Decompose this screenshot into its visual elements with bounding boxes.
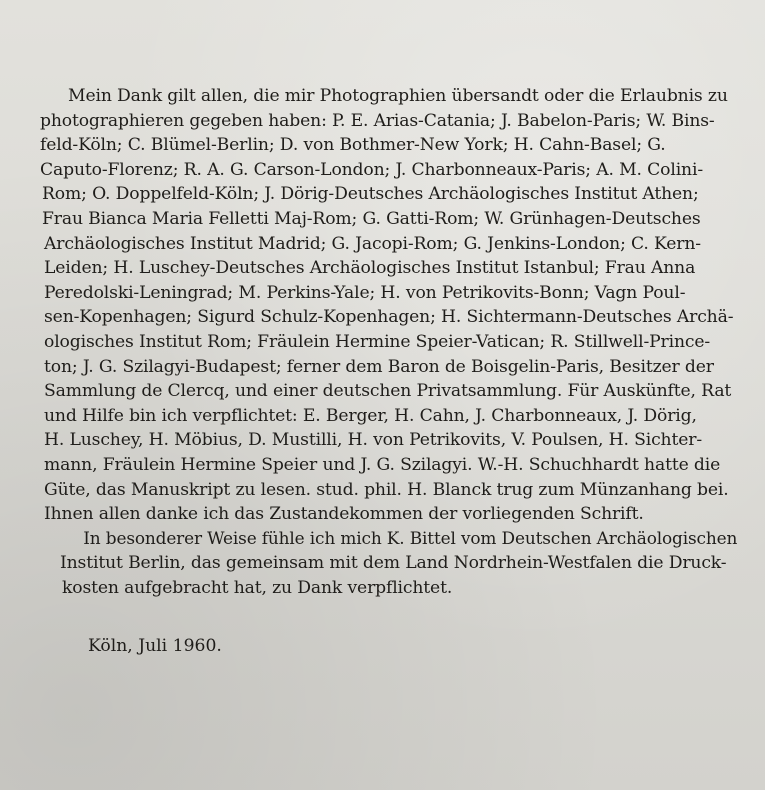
- text-line: Güte, das Manuskript zu lesen. stud. phil. H. Blanck trug zum Münzanhang bei.: [44, 479, 729, 500]
- text-line: Rom; O. Doppelfeld-Köln; J. Dörig-Deutsches Archäologisches Institut Athen;: [42, 184, 699, 205]
- text-line: kosten aufgebracht hat, zu Dank verpflichtet.: [62, 577, 453, 598]
- text-line: mann, Fräulein Hermine Speier und J. G. Szilagyi. W.-H. Schuchhardt hatte die: [44, 454, 721, 475]
- text-line: sen-Kopenhagen; Sigurd Schulz-Kopenhagen; H. Sichtermann-Deutsches Archä-: [44, 307, 734, 328]
- closing-date-line: Köln, Juli 1960.: [88, 636, 222, 656]
- text-line: Archäologisches Institut Madrid; G. Jacopi-Rom; G. Jenkins-London; C. Kern-: [44, 233, 701, 254]
- text-line: feld-Köln; C. Blümel-Berlin; D. von Bothmer-New York; H. Cahn-Basel; G.: [40, 135, 666, 156]
- text-line: H. Luschey, H. Möbius, D. Mustilli, H. von Petrikovits, V. Poulsen, H. Sichter-: [44, 430, 702, 451]
- text-line: photographieren gegeben haben: P. E. Arias-Catania; J. Babelon-Paris; W. Bins-: [40, 110, 715, 131]
- text-line: Ihnen allen danke ich das Zustandekommen der vorliegenden Schrift.: [44, 504, 644, 525]
- text-line: Leiden; H. Luschey-Deutsches Archäologisches Institut Istanbul; Frau Anna: [44, 258, 696, 279]
- text-line: Caputo-Florenz; R. A. G. Carson-London; J. Charbonneaux-Paris; A. M. Colini-: [40, 159, 703, 180]
- text-line: In besonderer Weise fühle ich mich K. Bittel vom Deutschen Archäologischen: [83, 528, 738, 549]
- text-line: ologisches Institut Rom; Fräulein Hermine Speier-Vatican; R. Stillwell-Prince-: [44, 331, 711, 352]
- text-line: ton; J. G. Szilagyi-Budapest; ferner dem Baron de Boisgelin-Paris, Besitzer der: [44, 356, 714, 377]
- text-line: Sammlung de Clercq, und einer deutschen Privatsammlung. Für Auskünfte, Rat: [44, 381, 732, 402]
- text-line: Frau Bianca Maria Felletti Maj-Rom; G. Gatti-Rom; W. Grünhagen-Deutsches: [42, 208, 701, 229]
- text-line: Peredolski-Leningrad; M. Perkins-Yale; H. von Petrikovits-Bonn; Vagn Poul-: [44, 282, 686, 303]
- text-line: Institut Berlin, das gemeinsam mit dem Land Nordrhein-Westfalen die Druck-: [60, 553, 727, 574]
- acknowledgements-text: [36, 84, 736, 600]
- text-line: Mein Dank gilt allen, die mir Photographien übersandt oder die Erlaubnis zu: [68, 86, 728, 106]
- text-line: und Hilfe bin ich verpflichtet: E. Berger, H. Cahn, J. Charbonneaux, J. Dörig,: [44, 405, 697, 426]
